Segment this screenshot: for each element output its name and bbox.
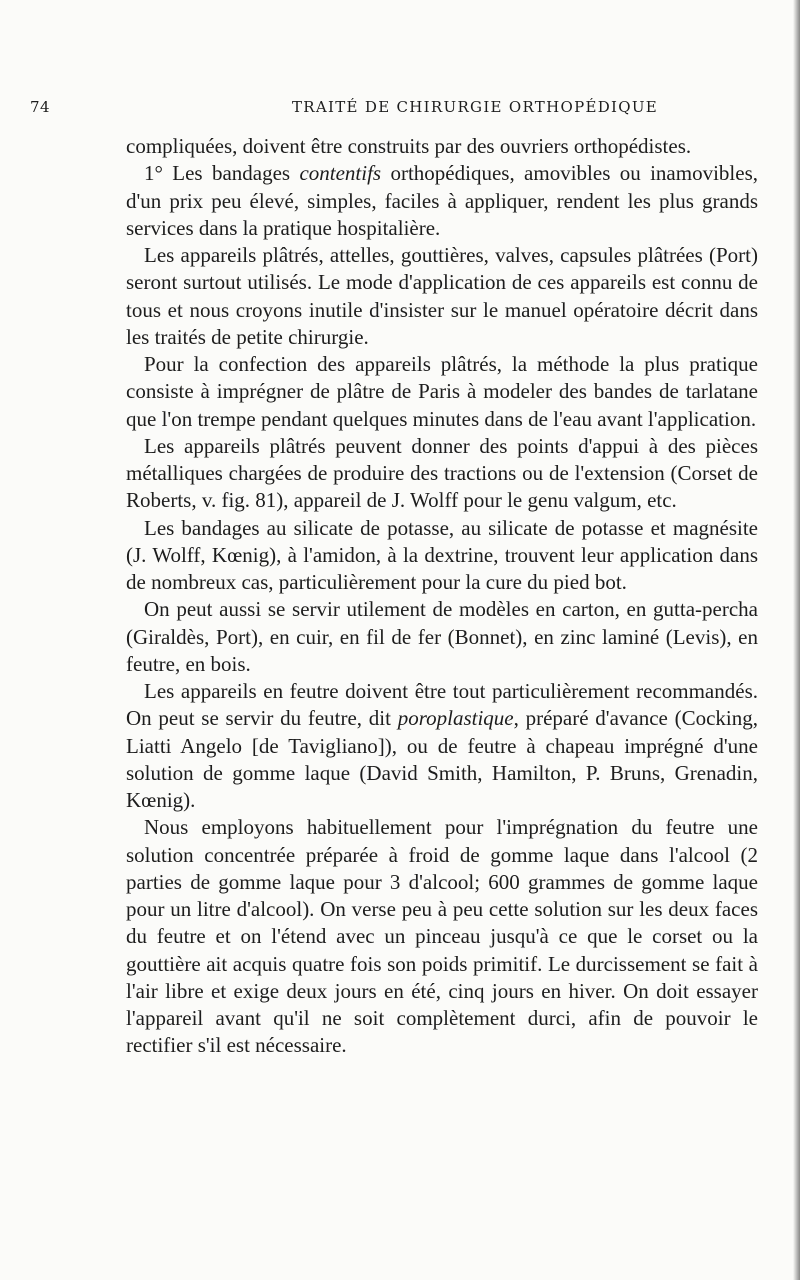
paragraph-feutre: Les appareils en feutre doivent être tout particulièrement recommandés. On peut se servir du feutre, dit poroplastique, préparé d'avance (Cocking, Liatti Angelo [de Tavigliano]), ou de feutre à chapeau imprégné d'une solution de gomme laque (David Smith, Hamilton, P. Bruns, Grenadin, Kœnig). [126, 679, 759, 812]
paragraph-appareils-platres: Les appareils plâtrés, attelles, gouttières, valves, capsules plâtrées (Port) seront surtout utilisés. Le mode d'application de ces appareils est connu de tous et nous croyons inutile d'insister sur le manuel opératoire décrit dans les traités de petite chirurgie. [126, 243, 758, 349]
page-header [0, 98, 800, 124]
page-number: 74 [30, 98, 51, 116]
paragraph-impregnation: Nous employons habituellement pour l'imprégnation du feutre une solution concentrée préparée à froid de gomme laque dans l'alcool (2 parties de gomme laque pour 3 d'alcool; 600 grammes de gomme laque pour un litre d'alcool). On verse peu à peu cette solution sur les deux faces du feutre et on l'étend avec un pinceau jusqu'à ce que le corset ou la gouttière ait acquis quatre fois son poids primitif. Le durcissement se fait à l'air libre et exige deux jours en été, cinq jours en hiver. On doit essayer l'appareil avant qu'il ne soit complètement durci, afin de pouvoir le rectifier s'il est nécessaire. [126, 815, 758, 1058]
page-edge-shadow [793, 0, 800, 1280]
running-head: TRAITÉ DE CHIRURGIE ORTHOPÉDIQUE [292, 98, 659, 116]
paragraph-silicate: Les bandages au silicate de potasse, au silicate de potasse et magnésite (J. Wolff, Kœnig), à l'amidon, à la dextrine, trouvent leur application dans de nombreux cas, particulièrement pour la cure du pied bot. [126, 515, 758, 594]
paragraph-bandages-contentifs: 1° Les bandages contentifs orthopédiques, amovibles ou inamovibles, d'un prix peu élevé, simples, faciles à appliquer, rendent les plus grands services dans la pratique hospitalière. [126, 161, 759, 240]
paragraph-modeles: On peut aussi se servir utilement de modèles en carton, en gutta-percha (Giraldès, Port), en cuir, en fil de fer (Bonnet), en zinc laminé (Levis), en feutre, en bois. [126, 597, 758, 676]
italic-term: contentifs [299, 161, 382, 186]
italic-term: poroplastique [397, 706, 514, 731]
paragraph-continuation: compliquées, doivent être construits par des ouvriers orthopédistes. [126, 134, 692, 158]
paragraph-confection: Pour la confection des appareils plâtrés, la méthode la plus pratique consiste à imprégner de plâtre de Paris à modeler des bandes de tarlatane que l'on trempe pendant quelques minutes dans de l'eau avant l'application. [126, 352, 758, 431]
body-text [126, 133, 758, 1060]
paragraph-points-appui: Les appareils plâtrés peuvent donner des points d'appui à des pièces métalliques chargées de produire des tractions ou de l'extension (Corset de Roberts, v. fig. 81), appareil de J. Wolff pour le genu valgum, etc. [126, 433, 758, 513]
